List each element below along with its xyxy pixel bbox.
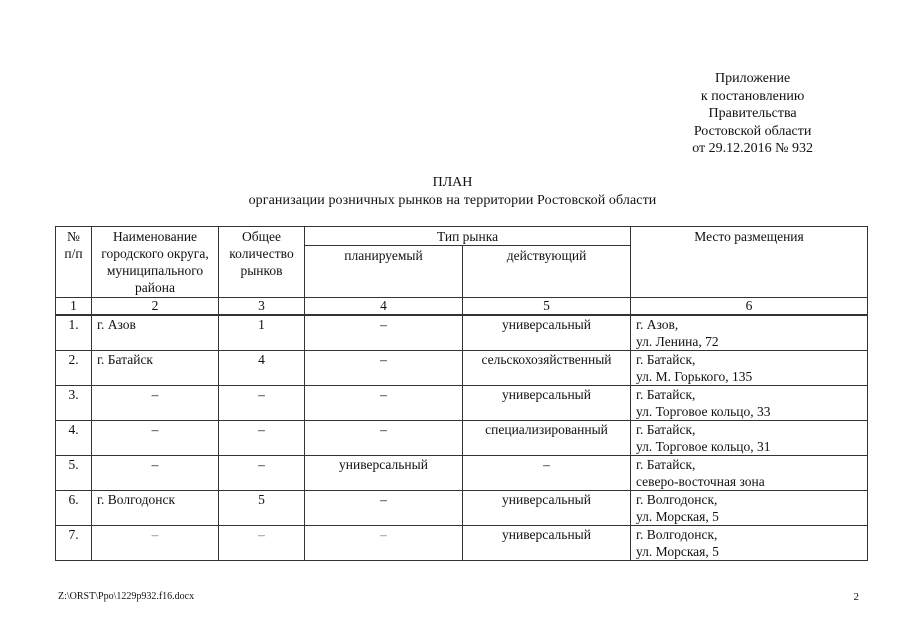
header-active: действующий [463,246,631,298]
row-count: 1 [219,315,305,351]
row-active: сельскохозяйственный [463,351,631,386]
table-row [56,315,868,351]
file-path: Z:\ORST\Ppo\1229p932.f16.docx [58,591,195,602]
header-num: № п/п [56,227,92,298]
header-type: Тип рынка [305,227,631,246]
row-location [631,491,868,526]
table-row [56,351,868,386]
row-num: 7. [56,526,92,561]
row-name: – [92,456,219,491]
location-city: г. Батайск, [636,387,696,402]
row-count: – [219,386,305,421]
table-row [56,456,868,491]
column-number: 2 [92,298,219,316]
column-number: 6 [631,298,868,316]
row-num: 1. [56,315,92,351]
title-subtitle: организации розничных рынков на территории Ростовской области [248,193,657,208]
row-active: универсальный [463,491,631,526]
location-city: г. Батайск, [636,422,696,437]
table-row [56,491,868,526]
row-name: г. Волгодонск [92,491,219,526]
markets-table [55,226,868,561]
location-address: ул. М. Горького, 135 [636,369,753,384]
row-name: – [92,386,219,421]
row-name: г. Азов [92,315,219,351]
page-number: 2 [853,591,859,603]
appendix-line: Правительства [708,106,797,121]
location-city: г. Батайск, [636,352,696,367]
header-count: Общее количество рынков [219,227,305,298]
column-number: 5 [463,298,631,316]
row-location [631,421,868,456]
row-count: – [219,526,305,561]
row-planned: – [305,351,463,386]
location-address: ул. Ленина, 72 [636,334,719,349]
appendix-line: Ростовской области [693,123,812,139]
row-active: универсальный [463,526,631,561]
row-planned: универсальный [305,456,463,491]
column-number: 1 [56,298,92,316]
header-planned: планируемый [305,246,463,298]
row-count: – [219,421,305,456]
table-row [56,386,868,421]
appendix-line: от 29.12.2016 № 932 [692,141,813,156]
row-num: 5. [56,456,92,491]
row-name: – [92,421,219,456]
header-name: Наименование городского округа, муниципального района [92,227,219,298]
column-number: 4 [305,298,463,316]
location-address: ул. Морская, 5 [636,509,719,524]
row-planned: – [305,315,463,351]
row-location [631,315,868,351]
row-planned: – [305,491,463,526]
appendix-line: Приложение [715,71,791,86]
row-planned: – [305,526,463,561]
appendix-block [692,70,813,158]
row-planned: – [305,421,463,456]
row-num: 4. [56,421,92,456]
location-city: г. Волгодонск, [636,492,718,507]
row-num: 6. [56,491,92,526]
location-address: ул. Морская, 5 [636,544,719,559]
column-number-row [56,298,868,316]
row-location [631,456,868,491]
title-main: ПЛАН [432,175,473,190]
row-location [631,386,868,421]
row-name: – [92,526,219,561]
row-active: универсальный [463,315,631,351]
header-location: Место размещения [631,227,868,298]
row-num: 2. [56,351,92,386]
row-active: – [463,456,631,491]
table-row [56,421,868,456]
row-active: специализированный [463,421,631,456]
location-address: ул. Торговое кольцо, 31 [636,439,771,454]
row-num: 3. [56,386,92,421]
appendix-line: к постановлению [700,88,805,104]
row-active: универсальный [463,386,631,421]
location-city: г. Волгодонск, [636,527,718,542]
location-address: ул. Торговое кольцо, 33 [636,404,771,419]
row-location [631,526,868,561]
column-number: 3 [219,298,305,316]
row-planned: – [305,386,463,421]
location-city: г. Батайск, [636,457,696,472]
row-name: г. Батайск [92,351,219,386]
location-address: северо-восточная зона [636,474,765,489]
table-row [56,526,868,561]
location-city: г. Азов, [636,317,679,332]
row-count: 5 [219,491,305,526]
row-location [631,351,868,386]
row-count: – [219,456,305,491]
row-count: 4 [219,351,305,386]
document-title [0,174,905,210]
